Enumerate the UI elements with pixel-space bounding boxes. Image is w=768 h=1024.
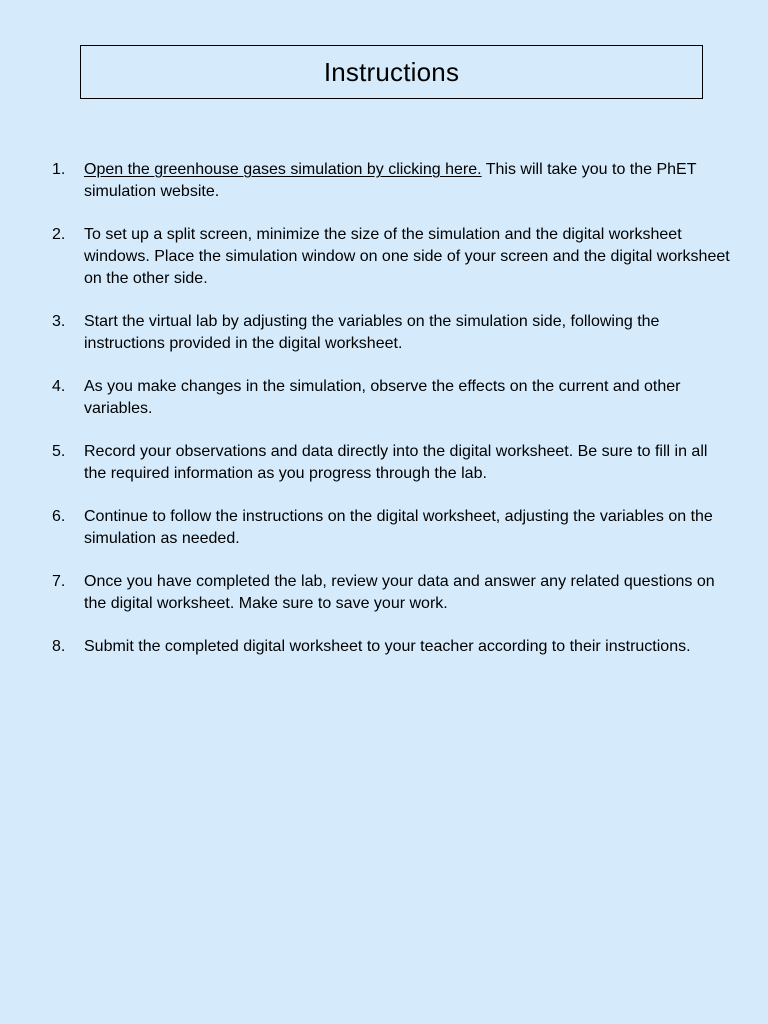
list-item-2 (52, 224, 732, 290)
list-item-7 (52, 571, 732, 615)
step-text-rest: This will take you to the PhET simulation website. (84, 161, 697, 200)
list-item-5 (52, 441, 732, 485)
list-item-3 (52, 311, 732, 355)
list-item-1 (52, 159, 732, 203)
step-number: 4. (52, 378, 66, 395)
list-item-4 (52, 376, 732, 420)
step-text: As you make changes in the simulation, observe the effects on the current and other variables. (84, 378, 681, 417)
step-text: Once you have completed the lab, review your data and answer any related questions on the digital worksheet. Make sure to save your work. (84, 573, 715, 612)
step-number: 6. (52, 508, 66, 525)
step-text: To set up a split screen, minimize the size of the simulation and the digital worksheet windows. Place the simulation window on one side of your screen and the digital worksheet on the other side. (84, 226, 730, 287)
page-title: Instructions (323, 57, 460, 87)
step-number: 8. (52, 638, 66, 655)
step-text: Start the virtual lab by adjusting the variables on the simulation side, following the instructions provided in the digital worksheet. (84, 313, 660, 352)
step-number: 3. (52, 313, 66, 330)
step-number: 2. (52, 226, 66, 243)
step-number: 7. (52, 573, 66, 590)
title-box (80, 45, 703, 99)
step-text: Continue to follow the instructions on the digital worksheet, adjusting the variables on the simulation as needed. (84, 508, 713, 547)
step-number: 1. (52, 161, 66, 178)
instructions-list (52, 159, 732, 679)
list-item-8 (52, 636, 732, 658)
step-text (84, 161, 696, 200)
step-text: Record your observations and data directly into the digital worksheet. Be sure to fill in all the required information as you progress through the lab. (84, 443, 708, 482)
step-number: 5. (52, 443, 66, 460)
simulation-link[interactable]: Open the greenhouse gases simulation by clicking here. (84, 161, 482, 178)
step-text: Submit the completed digital worksheet to your teacher according to their instructions. (84, 638, 691, 655)
list-item-6 (52, 506, 732, 550)
